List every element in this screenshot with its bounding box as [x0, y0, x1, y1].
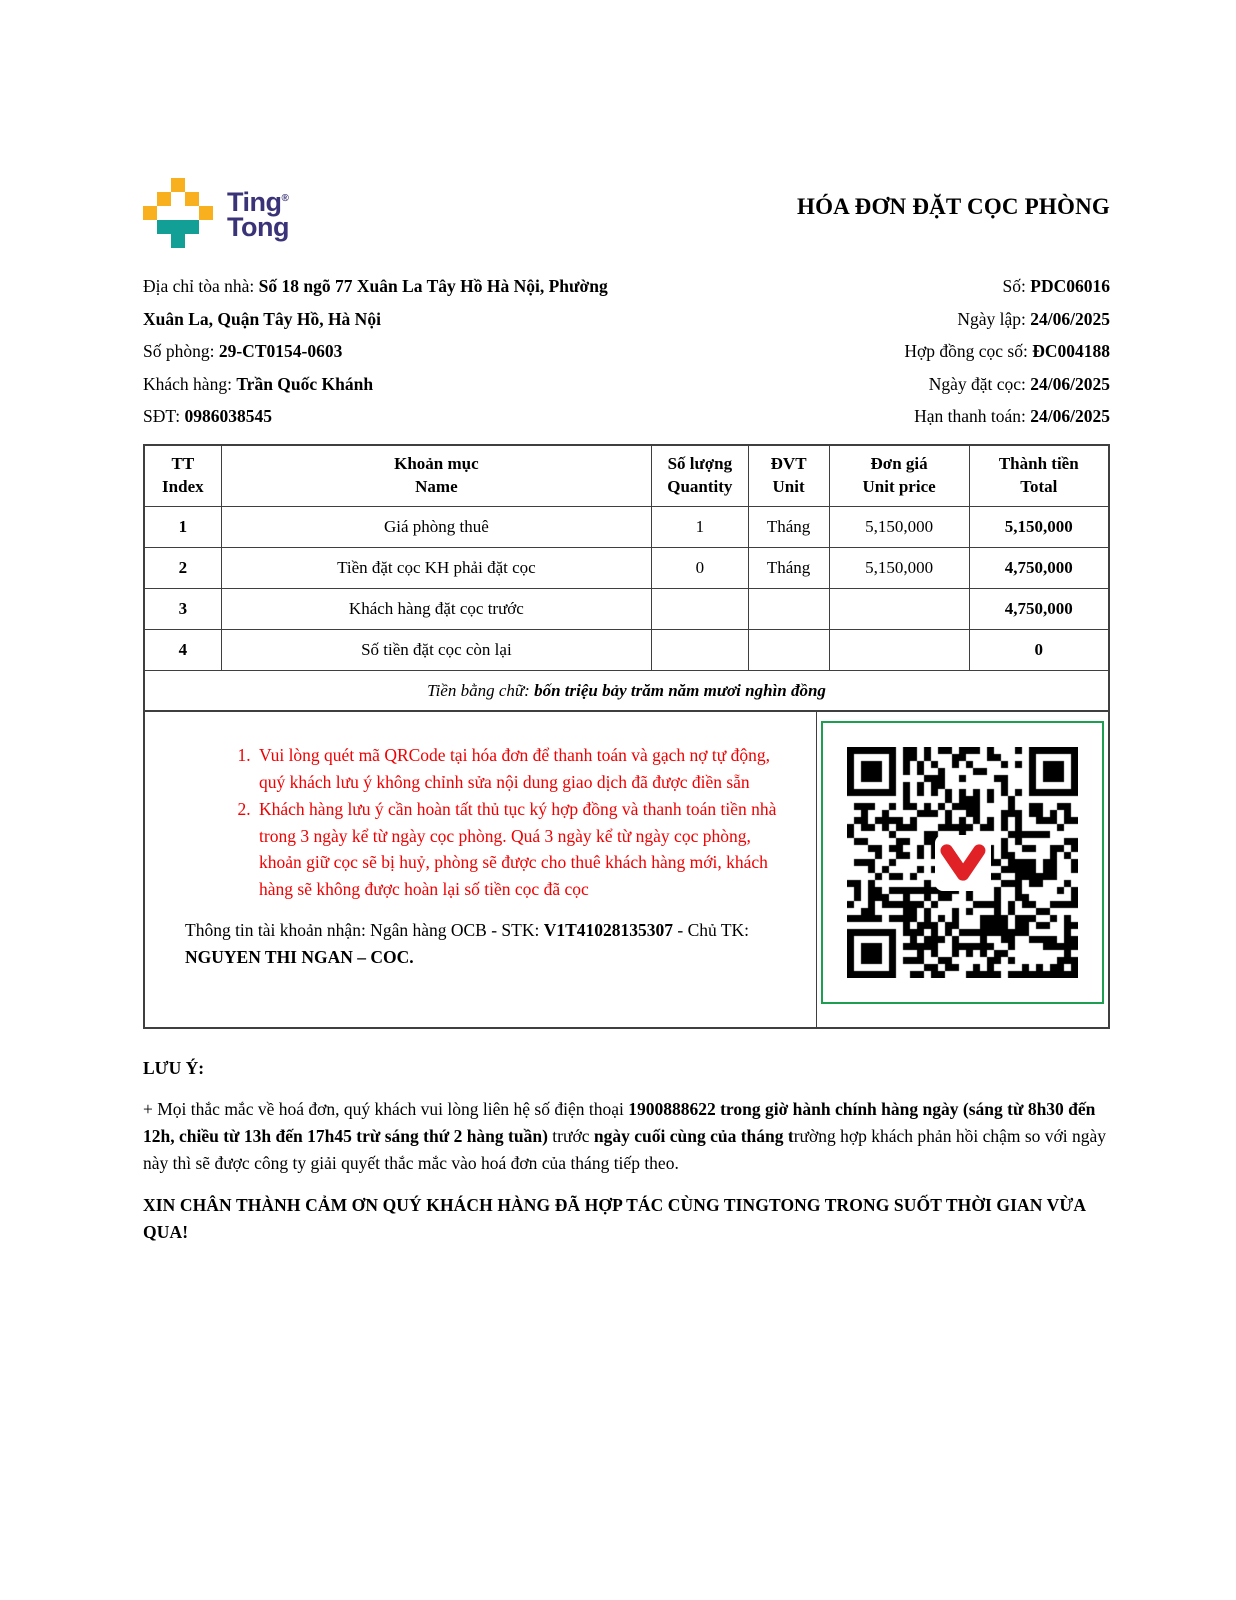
amount-in-words-row [144, 670, 1109, 711]
tingtong-logo [143, 178, 289, 248]
qr-cell [817, 712, 1108, 1027]
cell-index: 1 [144, 506, 221, 547]
issue-date-line: Ngày lập: 24/06/2025 [957, 308, 1110, 329]
cell-name: Số tiền đặt cọc còn lại [221, 629, 651, 670]
header-unit-price: Đơn giá Unit price [829, 445, 969, 506]
cell-total: 0 [969, 629, 1109, 670]
footer-paragraph: + Mọi thắc mắc về hoá đơn, quý khách vui lòng liên hệ số điện thoại 1900888622 trong giờ hành chính hàng ngày (sáng từ 8h30 đến 12h, chiều từ 13h đến 17h45 trừ sáng thứ 2 hàng tuần) trước ngày cuối cùng của tháng trường hợp khách phản hồi chậm so với ngày này thì sẽ được công ty giải quyết thắc mắc vào hoá đơn của tháng tiếp theo. [143, 1099, 1107, 1174]
table-header [144, 445, 1109, 506]
brand-word-top: Ting [227, 187, 282, 217]
room-number-line: Số phòng: 29-CT0154-0603 [143, 341, 343, 362]
qr-frame [821, 721, 1104, 1004]
cell-unit-price [829, 588, 969, 629]
amount-in-words: Tiền bằng chữ: bốn triệu bảy trăm năm mươi nghìn đồng [144, 670, 1109, 711]
contract-number-line: Hợp đồng cọc số: ĐC004188 [904, 341, 1110, 362]
cell-unit [748, 588, 829, 629]
customer-info [143, 270, 704, 433]
invoice-meta [704, 270, 1110, 433]
header-quantity: Số lượng Quantity [652, 445, 749, 506]
cell-name: Khách hàng đặt cọc trước [221, 588, 651, 629]
table-row [144, 506, 1109, 547]
header-index: TT Index [144, 445, 221, 506]
header [143, 178, 1110, 248]
notes-cell [145, 712, 817, 1027]
cell-quantity [652, 588, 749, 629]
table-row [144, 629, 1109, 670]
cell-unit-price: 5,150,000 [829, 506, 969, 547]
cell-index: 3 [144, 588, 221, 629]
table-row [144, 547, 1109, 588]
building-address-line-1: Địa chỉ tòa nhà: Số 18 ngõ 77 Xuân La Tây Hồ Hà Nội, Phường [143, 276, 608, 296]
payment-notes-list [185, 742, 790, 902]
cell-quantity: 1 [652, 506, 749, 547]
payment-note-item: 1. Vui lòng quét mã QRCode tại hóa đơn để thanh toán và gạch nợ tự động, quý khách lưu ý không chỉnh sửa nội dung giao dịch đã được điền sẵn [255, 742, 790, 795]
cell-index: 2 [144, 547, 221, 588]
phone-line: SĐT: 0986038545 [143, 406, 272, 427]
thank-you-line: XIN CHÂN THÀNH CẢM ƠN QUÝ KHÁCH HÀNG ĐÃ HỢP TÁC CÙNG TINGTONG TRONG SUỐT THỜI GIAN VỪA QUA! [143, 1195, 1086, 1243]
cell-unit: Tháng [748, 506, 829, 547]
document-title: HÓA ĐƠN ĐẶT CỌC PHÒNG [796, 194, 1110, 219]
payment-note-item: 2. Khách hàng lưu ý cần hoàn tất thủ tục ký hợp đồng và thanh toán tiền nhà trong 3 ngày kể từ ngày cọc phòng. Quá 3 ngày kể từ ngày cọc phòng, khoản giữ cọc sẽ bị huỷ, phòng sẽ được cho thuê khách hàng mới, khách hàng sẽ không được hoàn lại số tiền cọc đã cọc [255, 796, 790, 902]
notes-and-qr-box [143, 712, 1110, 1029]
cell-unit-price: 5,150,000 [829, 547, 969, 588]
cell-total: 4,750,000 [969, 588, 1109, 629]
bank-account-info: Thông tin tài khoản nhận: Ngân hàng OCB - STK: V1T41028135307 - Chủ TK: NGUYEN THI NGAN – COC. [185, 920, 750, 968]
cell-unit [748, 629, 829, 670]
qr-center-logo [935, 835, 991, 891]
registered-mark: ® [281, 193, 289, 204]
tingtong-logo-icon [143, 178, 213, 248]
cell-index: 4 [144, 629, 221, 670]
deposit-date-line: Ngày đặt cọc: 24/06/2025 [928, 373, 1110, 394]
header-unit: ĐVT Unit [748, 445, 829, 506]
header-name: Khoản mục Name [221, 445, 651, 506]
table-body [144, 506, 1109, 670]
cell-total: 4,750,000 [969, 547, 1109, 588]
invoice-info [143, 270, 1110, 433]
header-total: Thành tiền Total [969, 445, 1109, 506]
cell-quantity: 0 [652, 547, 749, 588]
payment-qr-code [847, 747, 1078, 978]
invoice-number-line: Số: PDC06016 [1002, 276, 1110, 296]
building-address-line-2: Xuân La, Quận Tây Hồ, Hà Nội [143, 308, 381, 329]
cell-name: Tiền đặt cọc KH phải đặt cọc [221, 547, 651, 588]
cell-name: Giá phòng thuê [221, 506, 651, 547]
cell-unit-price [829, 629, 969, 670]
table-row [144, 588, 1109, 629]
brand-wordmark [227, 186, 289, 240]
note-heading: LƯU Ý: [143, 1058, 205, 1079]
brand-word-bottom: Tong [227, 212, 289, 242]
cell-total: 5,150,000 [969, 506, 1109, 547]
customer-name-line: Khách hàng: Trần Quốc Khánh [143, 373, 374, 394]
items-table [143, 444, 1110, 712]
cell-quantity [652, 629, 749, 670]
cell-unit: Tháng [748, 547, 829, 588]
red-v-heart-icon [940, 842, 986, 884]
due-date-line: Hạn thanh toán: 24/06/2025 [914, 406, 1110, 427]
